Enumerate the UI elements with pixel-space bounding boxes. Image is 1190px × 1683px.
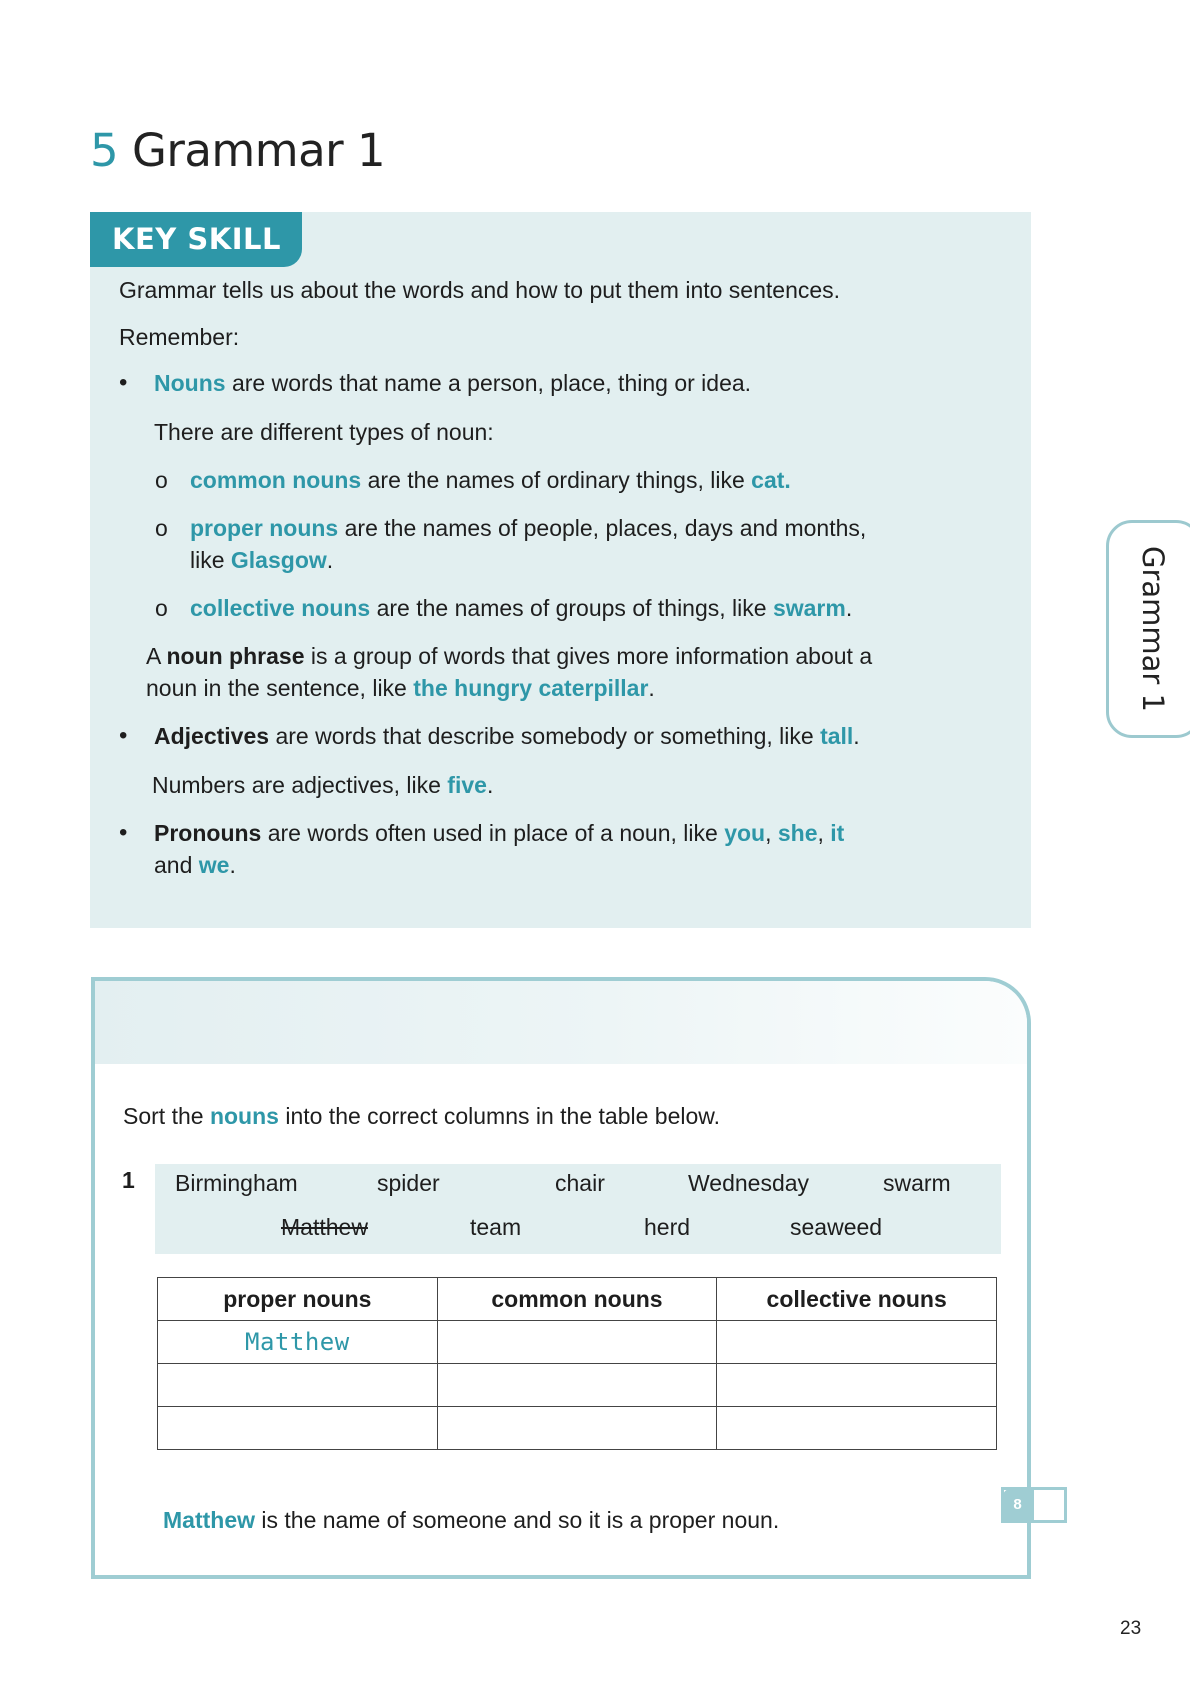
noun-phrase-definition: A noun phrase is a group of words that gives more information about a noun in the sentence, like the hungry caterpillar. — [146, 643, 873, 701]
sub-bullet-icon: o — [155, 467, 168, 493]
numbers-note: Numbers are adjectives, like five. — [152, 772, 494, 798]
adjectives-definition: Adjectives are words that describe somebody or something, like tall. — [154, 723, 860, 749]
bullet-icon: • — [119, 369, 128, 396]
word-bank-item: Birmingham — [175, 1170, 298, 1196]
sub-bullet-icon: o — [155, 595, 168, 621]
example-answer: Matthew — [245, 1328, 350, 1356]
word-bank-item: herd — [644, 1214, 691, 1240]
table-cell[interactable] — [437, 1407, 717, 1450]
pronouns-definition: Pronouns are words often used in place of a noun, like you, she, it and we. — [154, 820, 845, 878]
column-header: proper nouns — [158, 1278, 438, 1321]
table-cell[interactable] — [717, 1407, 997, 1450]
table-cell[interactable] — [437, 1364, 717, 1407]
word-bank-item: team — [470, 1214, 522, 1240]
word-bank-item: spider — [377, 1170, 440, 1196]
chapter-side-tab — [1106, 520, 1190, 738]
exercise-instruction: Sort the nouns into the correct columns in the table below. — [123, 1103, 721, 1129]
page-title — [90, 124, 385, 178]
table-cell[interactable] — [158, 1321, 438, 1364]
bullet-icon: • — [119, 819, 128, 846]
collective-nouns-definition: collective nouns are the names of groups of things, like swarm. — [190, 595, 853, 621]
table-cell[interactable] — [158, 1407, 438, 1450]
exercise-explanation: Matthew is the name of someone and so it is a proper noun. — [163, 1507, 780, 1533]
sub-bullet-icon: o — [155, 515, 168, 541]
key-skill-box — [90, 212, 1031, 928]
table-header-row — [158, 1278, 997, 1321]
table-cell[interactable] — [717, 1364, 997, 1407]
chapter-number: 5 — [90, 124, 119, 177]
word-bank-item: Wednesday — [688, 1170, 810, 1196]
proper-nouns-definition: proper nouns are the names of people, places, days and months, like Glasgow. — [190, 515, 867, 573]
table-cell[interactable] — [717, 1321, 997, 1364]
word-bank-item: swarm — [883, 1170, 951, 1196]
remember-label: Remember: — [119, 324, 240, 350]
table-row — [158, 1364, 997, 1407]
key-skill-label: KEY SKILL — [90, 212, 302, 267]
noun-types-intro: There are different types of noun: — [154, 419, 494, 445]
page-number: 23 — [1120, 1618, 1142, 1639]
word-bank — [155, 1164, 1001, 1254]
common-nouns-definition: common nouns are the names of ordinary things, like cat. — [190, 467, 791, 493]
word-bank-item: chair — [555, 1170, 605, 1196]
marks-badge-number: 8 — [1001, 1487, 1034, 1523]
table-cell[interactable] — [437, 1321, 717, 1364]
nouns-definition: Nouns are words that name a person, place, thing or idea. — [154, 370, 752, 396]
key-skill-intro: Grammar tells us about the words and how to put them into sentences. — [119, 277, 841, 303]
column-header: collective nouns — [717, 1278, 997, 1321]
table-row — [158, 1321, 997, 1364]
table-cell[interactable] — [158, 1364, 438, 1407]
marks-badge — [1001, 1487, 1067, 1523]
word-bank-item-crossed-out: Matthew — [281, 1214, 368, 1240]
noun-sorting-table — [157, 1277, 997, 1450]
bullet-icon: • — [119, 722, 128, 749]
table-row — [158, 1407, 997, 1450]
word-bank-item: seaweed — [790, 1214, 883, 1240]
exercise-header-band — [95, 981, 1027, 1064]
side-tab-label: Grammar 1 — [1136, 545, 1170, 713]
column-header: common nouns — [437, 1278, 717, 1321]
exercise-box — [91, 977, 1031, 1579]
chapter-title: Grammar 1 — [131, 124, 386, 177]
question-number: 1 — [122, 1167, 135, 1193]
